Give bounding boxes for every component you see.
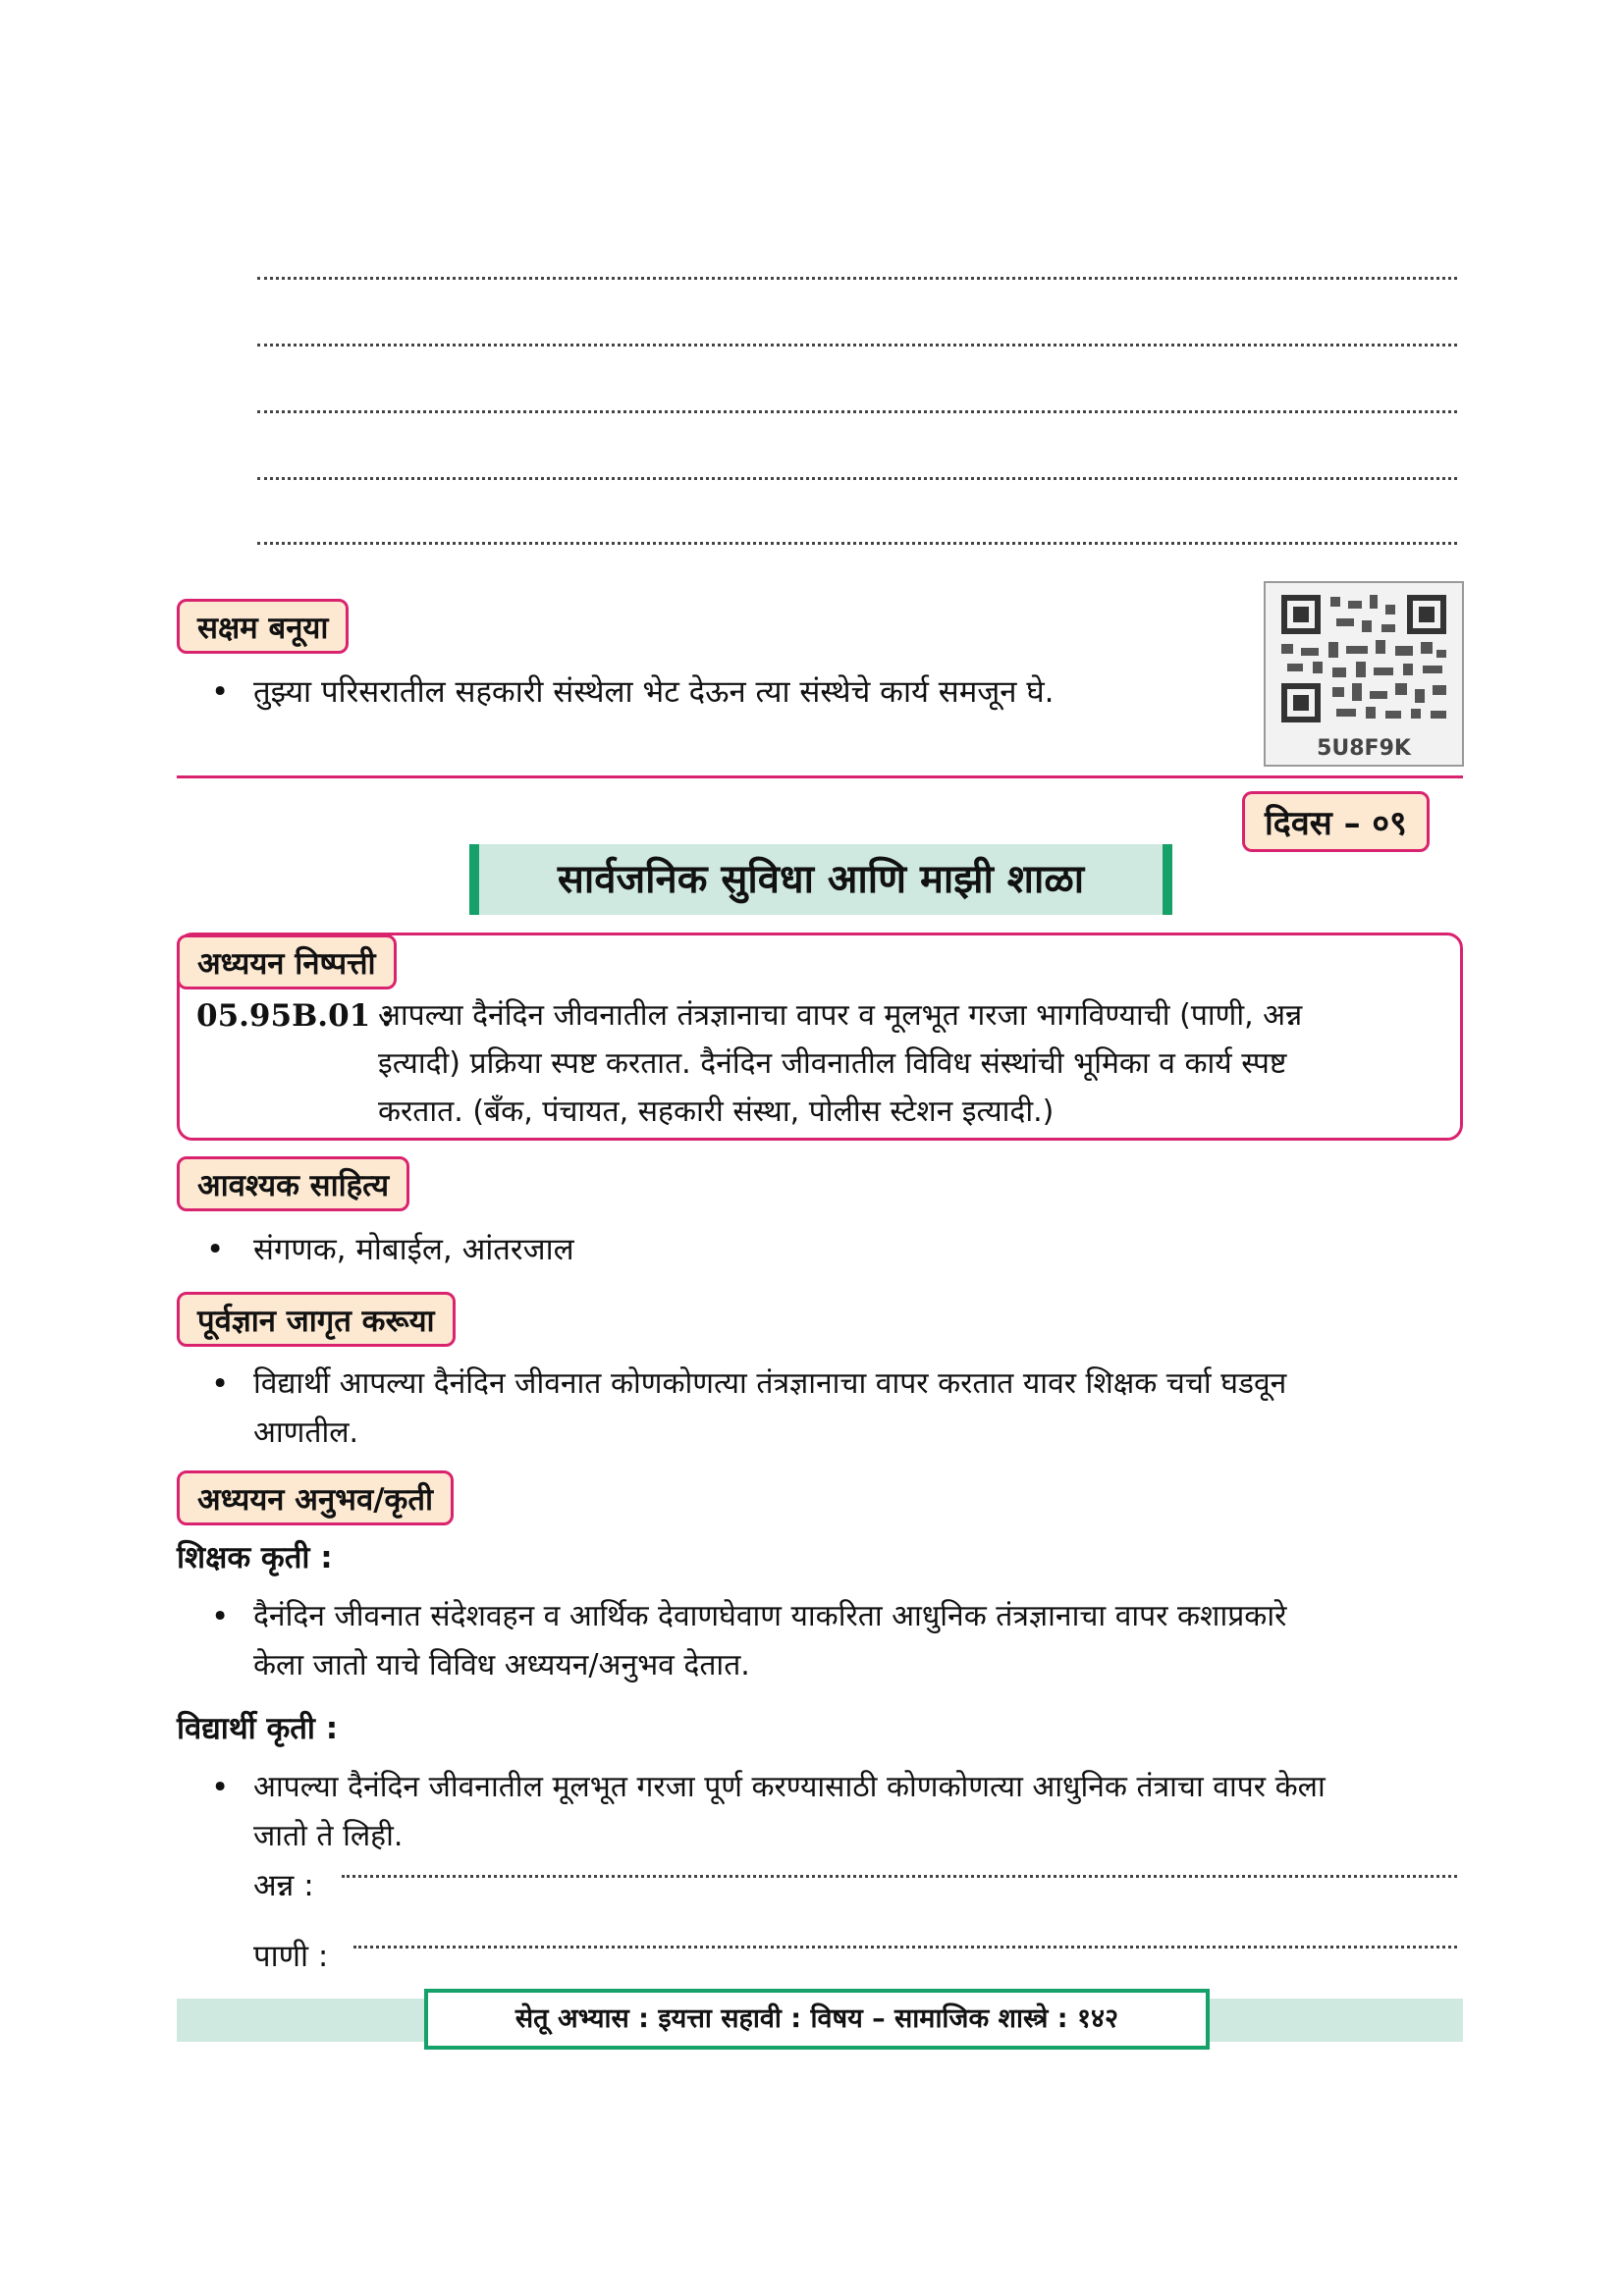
qr-code xyxy=(1264,581,1464,767)
qr-code-text: 5U8F9K xyxy=(1317,736,1411,761)
bullet-dot: • xyxy=(211,674,230,710)
learning-experience-label: अध्ययन अनुभव/कृती xyxy=(177,1470,454,1525)
student-activity-line-2: जातो ते लिही. xyxy=(253,1819,404,1853)
learning-outcome-line-2: इत्यादी) प्रक्रिया स्पष्ट करतात. दैनंदिन जीवनातील विविध संस्थांची भूमिका व कार्य स्पष्ट xyxy=(378,1046,1287,1081)
footer-box xyxy=(424,1989,1210,2050)
materials-label: आवश्यक साहित्य xyxy=(177,1156,409,1211)
bullet-dot: • xyxy=(211,1770,230,1805)
prior-knowledge-line-1: विद्यार्थी आपल्या दैनंदिन जीवनात कोणकोणत्या तंत्रज्ञानाचा वापर करतात यावर शिक्षक चर्चा घडवून xyxy=(253,1366,1287,1401)
saksham-label: सक्षम बनूया xyxy=(177,599,349,654)
day-badge: दिवस – ०९ xyxy=(1242,791,1430,852)
bullet-dot: • xyxy=(211,1366,230,1402)
teacher-activity-line-1: दैनंदिन जीवनात संदेशवहन व आर्थिक देवाणघेवाण याकरिता आधुनिक तंत्रज्ञानाचा वापर कशाप्रकारे xyxy=(253,1599,1287,1633)
learning-outcome-line-3: करतात. (बँक, पंचायत, सहकारी संस्था, पोलीस स्टेशन इत्यादी.) xyxy=(378,1095,1055,1129)
page-title-text: सार्वजनिक सुविधा आणि माझी शाळा xyxy=(557,857,1085,902)
student-activity-heading: विद्यार्थी कृती : xyxy=(177,1711,339,1746)
prior-knowledge-line-2: आणतील. xyxy=(253,1415,359,1450)
answer-line-5 xyxy=(257,542,1457,545)
footer-text: सेतू अभ्यास : इयत्ता सहावी : विषय – सामाजिक शास्त्रे : १४२ xyxy=(514,2003,1119,2034)
teacher-activity-heading: शिक्षक कृती : xyxy=(177,1540,333,1575)
qr-pattern-icon xyxy=(1268,585,1460,732)
saksham-text: तुझ्या परिसरातील सहकारी संस्थेला भेट देऊन त्या संस्थेचे कार्य समजून घे. xyxy=(253,674,1055,710)
learning-outcome-label: अध्ययन निष्पत्ती xyxy=(177,934,397,989)
water-answer-line[interactable] xyxy=(353,1946,1457,1949)
answer-line-1 xyxy=(257,277,1457,280)
student-activity-line-1: आपल्या दैनंदिन जीवनातील मूलभूत गरजा पूर्ण करण्यासाठी कोणकोणत्या आधुनिक तंत्राचा वापर केला xyxy=(253,1770,1326,1804)
bullet-dot: • xyxy=(211,1599,230,1634)
water-label: पाणी : xyxy=(253,1939,329,1974)
bullet-dot: • xyxy=(206,1232,225,1267)
section-divider xyxy=(177,775,1463,778)
answer-line-4 xyxy=(257,477,1457,480)
answer-line-2 xyxy=(257,344,1457,347)
answer-line-3 xyxy=(257,410,1457,413)
materials-text: संगणक, मोबाईल, आंतरजाल xyxy=(253,1232,574,1267)
learning-outcome-line-1: आपल्या दैनंदिन जीवनातील तंत्रज्ञानाचा वापर व मूलभूत गरजा भागविण्याची (पाणी, अन्न xyxy=(378,998,1303,1033)
food-label: अन्न : xyxy=(253,1868,314,1903)
teacher-activity-line-2: केला जातो याचे विविध अध्ययन/अनुभव देतात. xyxy=(253,1648,750,1682)
learning-outcome-code: 05.95B.01 : xyxy=(196,998,393,1034)
page-title xyxy=(469,844,1172,915)
food-answer-line[interactable] xyxy=(342,1875,1457,1878)
prior-knowledge-label: पूर्वज्ञान जागृत करूया xyxy=(177,1292,456,1347)
